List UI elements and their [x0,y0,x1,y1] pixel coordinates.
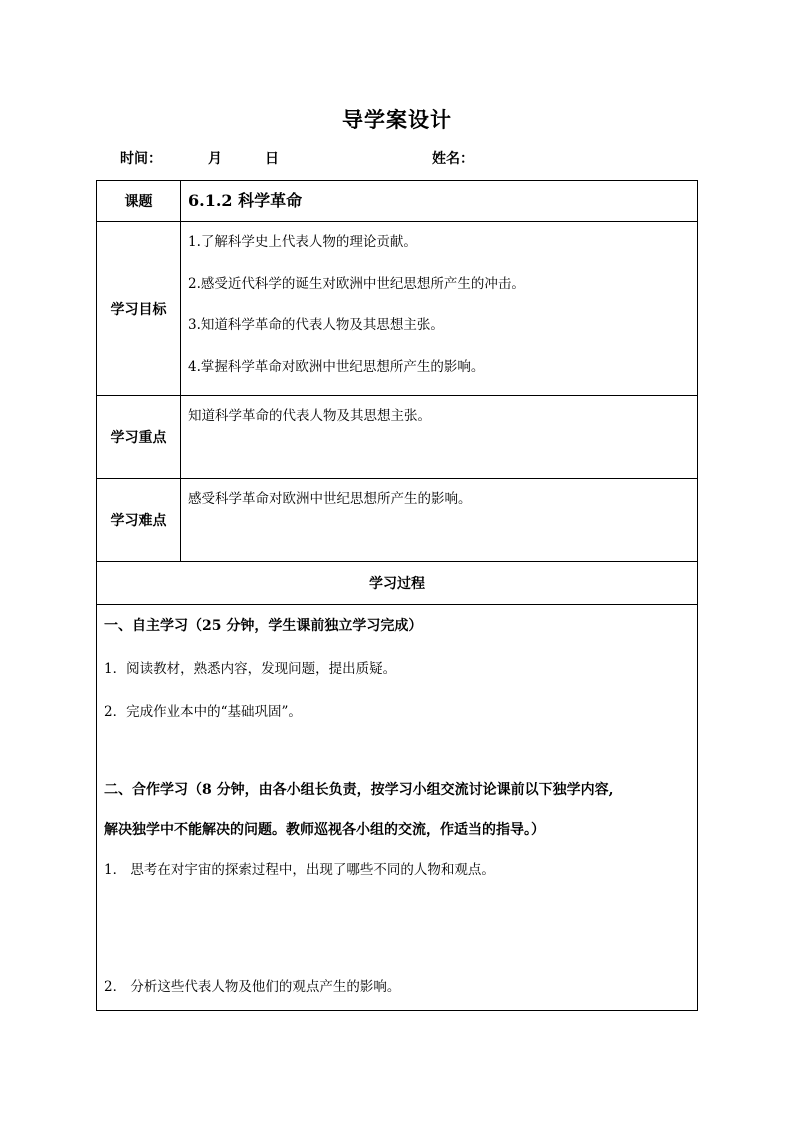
name-label: 姓名： [432,151,474,167]
goal-item: 4.掌握科学革命对欧洲中世纪思想所产生的影响。 [188,358,485,375]
month-label: 月 [208,151,222,167]
section2-item: 2． 分析这些代表人物及他们的观点产生的影响。 [104,979,401,995]
key-points-value: 知道科学革命的代表人物及其思想主张。 [188,408,431,424]
goals-label: 学习目标 [97,222,181,396]
lesson-plan-table [96,180,698,1011]
section1-item: 1．阅读教材，熟悉内容，发现问题，提出质疑。 [104,661,397,677]
goal-item: 2.感受近代科学的诞生对欧洲中世纪思想所产生的冲击。 [188,275,525,292]
day-label: 日 [265,151,279,167]
difficulties-value: 感受科学革命对欧洲中世纪思想所产生的影响。 [188,491,472,507]
goal-item: 1.了解科学史上代表人物的理论贡献。 [188,234,417,250]
topic-value: 6.1.2 科学革命 [188,191,303,210]
topic-label: 课题 [97,181,181,222]
section2-heading-line1: 二、合作学习（8 分钟，由各小组长负责，按学习小组交流讨论课前以下独学内容, [104,782,614,798]
section2-heading-line2: 解决独学中不能解决的问题。教师巡视各小组的交流，作适当的指导。） [104,822,545,838]
goals-row [97,222,698,396]
section1-item: 2．完成作业本中的“基础巩固”。 [104,704,302,720]
key-points-label: 学习重点 [97,396,181,479]
key-points-row [97,396,698,479]
goals-cell [181,222,698,396]
process-header-row [97,562,698,605]
topic-cell [181,181,698,222]
section2-item: 1． 思考在对宇宙的探索过程中，出现了哪些不同的人物和观点。 [104,862,495,878]
section1-heading: 一、自主学习（25 分钟，学生课前独立学习完成） [104,618,423,634]
difficulties-cell [181,479,698,562]
time-label: 时间： [120,151,162,167]
process-row [97,605,698,1011]
process-cell [97,605,698,1011]
difficulties-label: 学习难点 [97,479,181,562]
process-header: 学习过程 [97,562,698,605]
difficulties-row [97,479,698,562]
page-title: 导学案设计 [342,107,452,132]
goal-item: 3.知道科学革命的代表人物及其思想主张。 [188,317,444,333]
key-points-cell [181,396,698,479]
topic-row [97,181,698,222]
